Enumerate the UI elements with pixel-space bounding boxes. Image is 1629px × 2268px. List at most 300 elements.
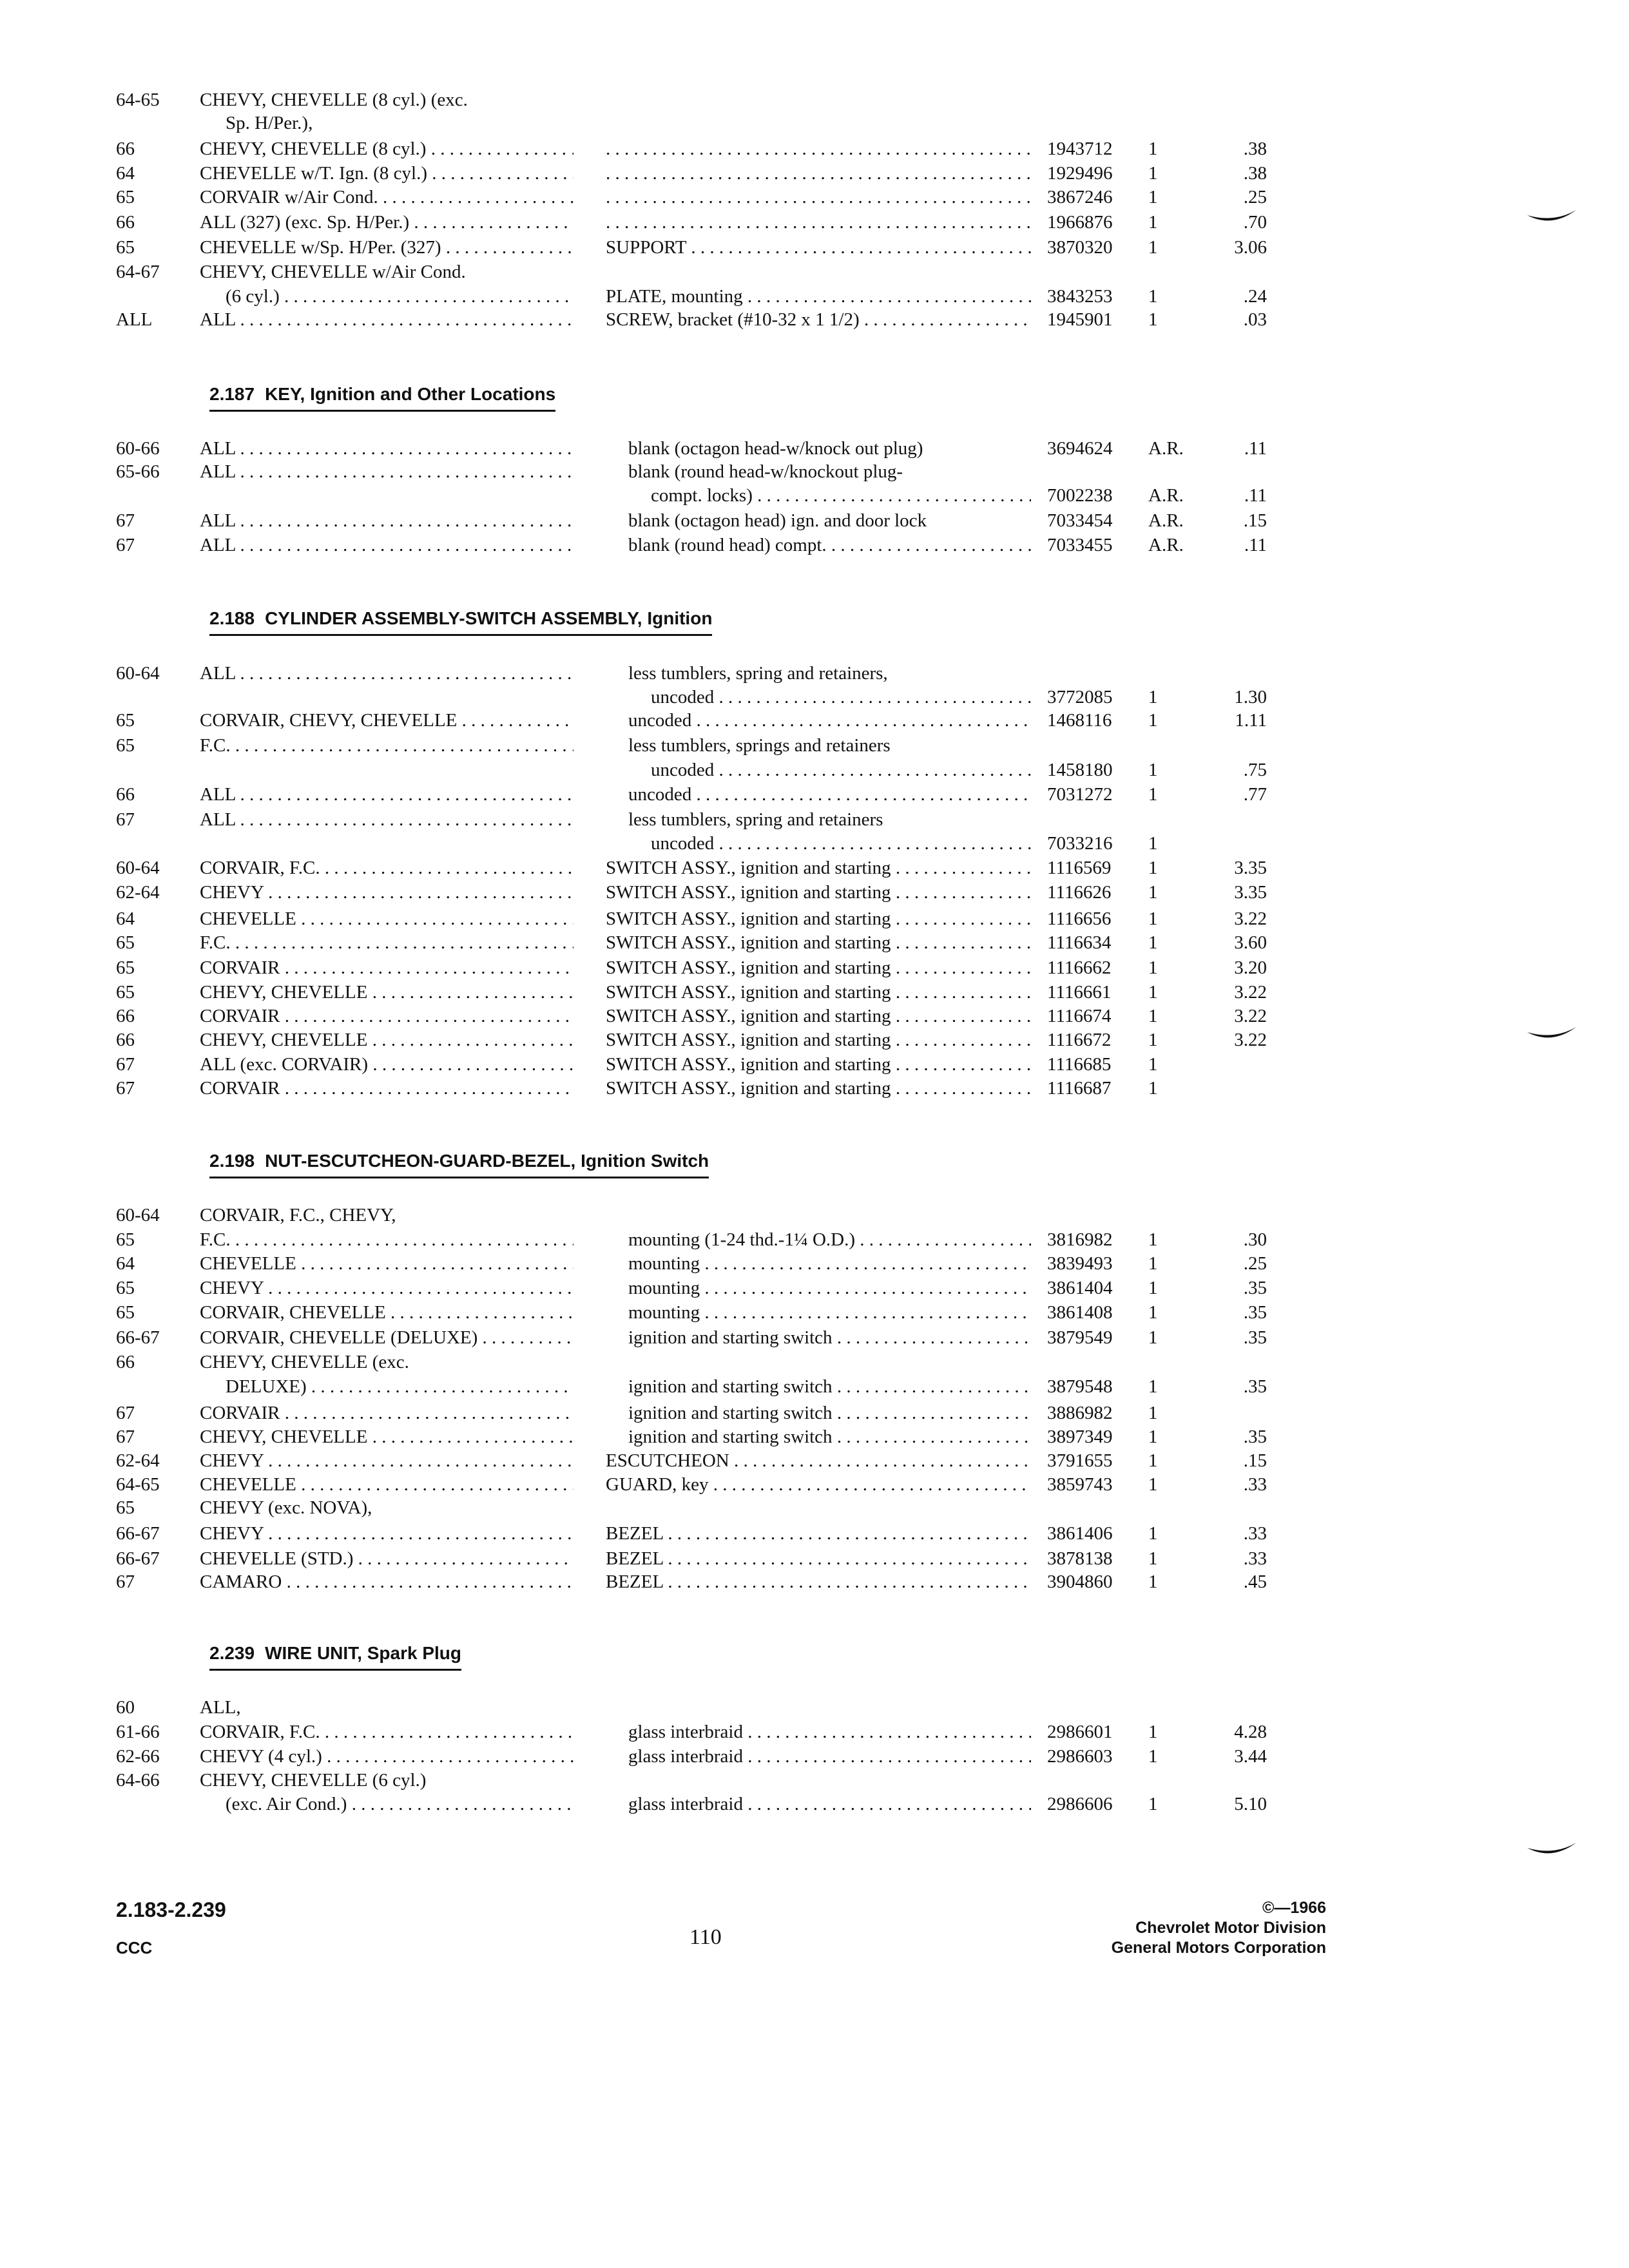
section-title: CYLINDER ASSEMBLY-SWITCH ASSEMBLY, Ignition: [265, 608, 713, 628]
table-row: [0, 906, 1629, 932]
desc-cell: uncoded . . .: [628, 782, 1031, 807]
part-number-cell: 1116634: [1047, 932, 1112, 953]
desc-cell: [606, 184, 1031, 210]
year-cell: 65: [116, 1229, 135, 1250]
page-range: 2.183-2.239: [116, 1898, 226, 1921]
qty-cell: 1: [1148, 1302, 1158, 1323]
desc-cell: glass interbraid . . .: [628, 1744, 1031, 1769]
price-cell: 3.22: [1234, 1006, 1267, 1026]
year-cell: 67: [116, 1078, 135, 1099]
year-cell: 65: [116, 982, 135, 1003]
corporation-line: General Motors Corporation: [1111, 1939, 1326, 1957]
price-cell: 3.35: [1234, 858, 1267, 878]
price-cell: 5.10: [1234, 1794, 1267, 1814]
desc-cell: SWITCH ASSY., ignition and starting . . .: [606, 1052, 1031, 1077]
qty-cell: 1: [1148, 833, 1158, 854]
model-cell: CHEVY, CHEVELLE w/Air Cond.: [200, 262, 466, 282]
qty-cell: 1: [1148, 1278, 1158, 1298]
year-cell: 64: [116, 1253, 135, 1274]
qty-cell: 1: [1148, 1030, 1158, 1050]
model-cell: ALL . . .: [200, 436, 574, 461]
model-cell: ALL (exc. CORVAIR) . . .: [200, 1052, 574, 1077]
qty-cell: 1: [1148, 1427, 1158, 1447]
table-row: [0, 1791, 1629, 1817]
part-number-cell: 7033216: [1047, 833, 1113, 854]
desc-cell: compt. locks) . . .: [651, 483, 1031, 508]
year-cell: 64: [116, 908, 135, 929]
table-row: [0, 307, 1629, 332]
desc-cell: SWITCH ASSY., ignition and starting . . .: [606, 955, 1031, 981]
binding-mark-icon: [1526, 207, 1577, 227]
year-cell: 65: [116, 1497, 135, 1518]
page-code: CCC: [116, 1938, 153, 1957]
table-row: [0, 1495, 1629, 1521]
part-number-cell: 1966876: [1047, 212, 1113, 233]
year-cell: 65: [116, 1278, 135, 1298]
price-cell: 3.60: [1234, 932, 1267, 953]
qty-cell: 1: [1148, 1327, 1158, 1348]
price-cell: 4.28: [1234, 1722, 1267, 1742]
price-cell: 1.11: [1235, 710, 1267, 731]
model-cell: F.C. . . .: [200, 930, 574, 956]
year-cell: 66: [116, 139, 135, 159]
desc-cell: blank (round head) compt. . . .: [628, 532, 1031, 558]
publisher-block: [1112, 1898, 1326, 1958]
year-cell: 67: [116, 510, 135, 531]
desc-cell: PLATE, mounting . . .: [606, 284, 1031, 309]
year-cell: 60-64: [116, 1205, 160, 1225]
binding-mark-icon: [1526, 1840, 1577, 1860]
desc-cell: mounting (1-24 thd.-1¼ O.D.) . . .: [628, 1227, 1031, 1253]
section-title: WIRE UNIT, Spark Plug: [265, 1643, 462, 1663]
price-cell: .35: [1243, 1302, 1267, 1323]
table-row: [0, 855, 1629, 881]
desc-cell: SWITCH ASSY., ignition and starting . . .: [606, 1027, 1031, 1053]
price-cell: .25: [1243, 1253, 1267, 1274]
qty-cell: 1: [1148, 908, 1158, 929]
desc-cell: uncoded . . .: [651, 757, 1031, 783]
section-heading-2-239: [209, 1640, 461, 1671]
table-row: [0, 1325, 1629, 1350]
model-cell: CHEVELLE w/T. Ign. (8 cyl.) . . .: [200, 160, 574, 186]
year-cell: 64-65: [116, 1474, 160, 1495]
model-cell: CORVAIR . . .: [200, 1400, 574, 1426]
table-row: [0, 660, 1629, 686]
model-cell: CHEVELLE w/Sp. H/Per. (327) . . .: [200, 235, 574, 260]
desc-cell: SUPPORT . . .: [606, 235, 1031, 260]
model-cell: CORVAIR . . .: [200, 1075, 574, 1101]
table-row: [0, 184, 1629, 210]
model-cell: ALL . . .: [200, 307, 574, 332]
desc-cell: GUARD, key . . .: [606, 1472, 1031, 1497]
model-cell: F.C. . . .: [200, 1227, 574, 1253]
year-cell: 67: [116, 1403, 135, 1423]
part-number-cell: 3897349: [1047, 1427, 1113, 1447]
qty-cell: A.R.: [1148, 438, 1184, 459]
table-row: [0, 1546, 1629, 1571]
table-row: [0, 284, 1629, 309]
part-number-cell: 7033455: [1047, 535, 1113, 555]
part-number-cell: 1116569: [1047, 858, 1112, 878]
part-number-cell: 3879549: [1047, 1327, 1113, 1348]
price-cell: .33: [1243, 1474, 1267, 1495]
year-cell: 65: [116, 187, 135, 207]
price-cell: .45: [1243, 1571, 1267, 1592]
year-cell: 65: [116, 957, 135, 978]
price-cell: .25: [1243, 187, 1267, 207]
part-number-cell: 1116661: [1047, 982, 1112, 1003]
part-number-cell: 3816982: [1047, 1229, 1113, 1250]
qty-cell: 1: [1148, 710, 1158, 731]
desc-cell: SWITCH ASSY., ignition and starting . . .: [606, 979, 1031, 1005]
table-row: [0, 1695, 1629, 1720]
desc-cell: less tumblers, springs and retainers: [628, 735, 891, 756]
part-number-cell: 3904860: [1047, 1571, 1113, 1592]
table-row: [0, 110, 1629, 136]
part-number-cell: 3694624: [1047, 438, 1113, 459]
desc-cell: SWITCH ASSY., ignition and starting . . .: [606, 855, 1031, 881]
table-row: [0, 1744, 1629, 1769]
page-number: 110: [689, 1925, 722, 1949]
qty-cell: 1: [1148, 784, 1158, 805]
qty-cell: 1: [1148, 1794, 1158, 1814]
model-cell: CORVAIR, F.C. . . .: [200, 1719, 574, 1745]
model-cell: DELUXE) . . .: [226, 1374, 574, 1399]
desc-cell: SWITCH ASSY., ignition and starting . . .: [606, 906, 1031, 932]
section-heading-2-188: [209, 606, 712, 636]
model-cell: CORVAIR, CHEVY, CHEVELLE . . .: [200, 707, 574, 733]
year-cell: 60-64: [116, 858, 160, 878]
price-cell: .11: [1244, 438, 1267, 459]
desc-cell: ESCUTCHEON . . .: [606, 1448, 1031, 1474]
year-cell: 66-67: [116, 1523, 160, 1544]
qty-cell: 1: [1148, 982, 1158, 1003]
price-cell: 3.35: [1234, 882, 1267, 903]
table-row: [0, 955, 1629, 981]
year-cell: 62-64: [116, 882, 160, 903]
qty-cell: 1: [1148, 1571, 1158, 1592]
desc-cell: ignition and starting switch . . .: [628, 1374, 1031, 1399]
table-row: [0, 879, 1629, 905]
model-cell: CHEVY (exc. NOVA),: [200, 1497, 372, 1518]
year-cell: 62-64: [116, 1450, 160, 1471]
year-cell: 65-66: [116, 461, 160, 482]
part-number-cell: 3861406: [1047, 1523, 1113, 1544]
part-number-cell: 3861404: [1047, 1278, 1113, 1298]
year-cell: 66: [116, 1352, 135, 1372]
part-number-cell: 3772085: [1047, 687, 1113, 707]
qty-cell: 1: [1148, 139, 1158, 159]
part-number-cell: 2986606: [1047, 1794, 1113, 1814]
desc-cell: SWITCH ASSY., ignition and starting . . .: [606, 879, 1031, 905]
model-cell: CORVAIR, CHEVELLE (DELUXE) . . .: [200, 1325, 574, 1350]
year-cell: 64-65: [116, 90, 160, 110]
desc-cell: less tumblers, spring and retainers: [628, 809, 883, 830]
price-cell: .33: [1243, 1523, 1267, 1544]
part-number-cell: 1116662: [1047, 957, 1112, 978]
part-number-cell: 3791655: [1047, 1450, 1113, 1471]
section-number: 2.188: [209, 608, 255, 628]
desc-cell: BEZEL . . .: [606, 1546, 1031, 1571]
year-cell: 66: [116, 784, 135, 805]
section-title: NUT-ESCUTCHEON-GUARD-BEZEL, Ignition Switch: [265, 1151, 709, 1171]
qty-cell: 1: [1148, 1229, 1158, 1250]
model-cell: CAMARO . . .: [200, 1569, 574, 1595]
desc-cell: ignition and starting switch . . .: [628, 1325, 1031, 1350]
part-number-cell: 3861408: [1047, 1302, 1113, 1323]
table-row: [0, 807, 1629, 832]
section-number: 2.198: [209, 1151, 255, 1171]
qty-cell: 1: [1148, 1722, 1158, 1742]
qty-cell: 1: [1148, 163, 1158, 184]
binding-mark-icon: [1526, 1024, 1577, 1044]
model-cell: ALL . . .: [200, 459, 574, 485]
desc-cell: glass interbraid . . .: [628, 1719, 1031, 1745]
year-cell: 66: [116, 212, 135, 233]
year-cell: 67: [116, 1571, 135, 1592]
price-cell: 3.22: [1234, 908, 1267, 929]
model-cell: CHEVY . . .: [200, 1448, 574, 1474]
table-row: [0, 831, 1629, 856]
table-row: [0, 1052, 1629, 1077]
qty-cell: 1: [1148, 1403, 1158, 1423]
part-number-cell: 3886982: [1047, 1403, 1113, 1423]
part-number-cell: 3843253: [1047, 286, 1113, 307]
table-row: [0, 160, 1629, 186]
table-row: [0, 707, 1629, 733]
model-cell: CHEVY . . .: [200, 1275, 574, 1301]
table-row: [0, 782, 1629, 807]
year-cell: 65: [116, 710, 135, 731]
year-cell: ALL: [116, 309, 153, 330]
desc-cell: [606, 160, 1031, 186]
qty-cell: 1: [1148, 309, 1158, 330]
table-row: [0, 532, 1629, 558]
part-number-cell: 7002238: [1047, 485, 1113, 506]
section-heading-2-198: [209, 1148, 709, 1178]
year-cell: 67: [116, 535, 135, 555]
year-cell: 66-67: [116, 1548, 160, 1569]
desc-cell: blank (round head-w/knockout plug-: [628, 461, 903, 482]
part-number-cell: 1116656: [1047, 908, 1112, 929]
table-row: [0, 483, 1629, 508]
qty-cell: 1: [1148, 286, 1158, 307]
copyright-line: ©—1966: [1262, 1899, 1326, 1917]
desc-cell: ignition and starting switch . . .: [628, 1400, 1031, 1426]
model-cell: ALL (327) (exc. Sp. H/Per.) . . .: [200, 209, 574, 235]
qty-cell: 1: [1148, 882, 1158, 903]
qty-cell: 1: [1148, 1450, 1158, 1471]
price-cell: .35: [1243, 1427, 1267, 1447]
model-cell: CHEVY . . .: [200, 879, 574, 905]
table-row: [0, 1251, 1629, 1276]
price-cell: .24: [1243, 286, 1267, 307]
desc-cell: SWITCH ASSY., ignition and starting . . .: [606, 930, 1031, 956]
table-row: [0, 757, 1629, 783]
qty-cell: 1: [1148, 1474, 1158, 1495]
desc-cell: SCREW, bracket (#10-32 x 1 1/2) . . .: [606, 307, 1031, 332]
price-cell: .35: [1243, 1278, 1267, 1298]
desc-cell: uncoded . . .: [651, 684, 1031, 710]
model-cell: ALL . . .: [200, 807, 574, 832]
table-row: [0, 1472, 1629, 1497]
part-number-cell: 3859743: [1047, 1474, 1113, 1495]
price-cell: .70: [1243, 212, 1267, 233]
table-row: [0, 1424, 1629, 1450]
desc-cell: ignition and starting switch . . .: [628, 1424, 1031, 1450]
table-row: [0, 1275, 1629, 1301]
table-row: [0, 930, 1629, 956]
price-cell: .38: [1243, 163, 1267, 184]
year-cell: 60-66: [116, 438, 160, 459]
qty-cell: 1: [1148, 1548, 1158, 1569]
model-cell: CORVAIR, CHEVELLE . . .: [200, 1300, 574, 1325]
table-row: [0, 1349, 1629, 1375]
table-row: [0, 136, 1629, 162]
model-cell: ALL,: [200, 1697, 241, 1718]
table-row: [0, 1448, 1629, 1474]
qty-cell: 1: [1148, 1746, 1158, 1767]
qty-cell: A.R.: [1148, 485, 1184, 506]
model-cell: CHEVY, CHEVELLE (8 cyl.) (exc.: [200, 90, 468, 110]
desc-cell: mounting . . .: [628, 1251, 1031, 1276]
price-cell: .35: [1243, 1376, 1267, 1397]
qty-cell: 1: [1148, 212, 1158, 233]
qty-cell: 1: [1148, 1376, 1158, 1397]
part-number-cell: 1943712: [1047, 139, 1113, 159]
model-cell: CHEVELLE . . .: [200, 1251, 574, 1276]
desc-cell: BEZEL . . .: [606, 1521, 1031, 1546]
year-cell: 66-67: [116, 1327, 160, 1348]
price-cell: 3.44: [1234, 1746, 1267, 1767]
qty-cell: 1: [1148, 687, 1158, 707]
table-row: [0, 1300, 1629, 1325]
year-cell: 61-66: [116, 1722, 160, 1742]
qty-cell: 1: [1148, 1078, 1158, 1099]
price-cell: .30: [1243, 1229, 1267, 1250]
model-cell: CORVAIR, F.C. . . .: [200, 855, 574, 881]
model-cell: CORVAIR . . .: [200, 955, 574, 981]
table-row: [0, 1719, 1629, 1745]
model-cell: CHEVELLE . . .: [200, 1472, 574, 1497]
price-cell: .77: [1243, 784, 1267, 805]
desc-cell: SWITCH ASSY., ignition and starting . . .: [606, 1003, 1031, 1029]
year-cell: 64-67: [116, 262, 160, 282]
model-cell: ALL . . .: [200, 508, 574, 533]
desc-cell: BEZEL . . .: [606, 1569, 1031, 1595]
year-cell: 66: [116, 1030, 135, 1050]
price-cell: .11: [1244, 485, 1267, 506]
desc-cell: glass interbraid . . .: [628, 1791, 1031, 1817]
table-row: [0, 1374, 1629, 1399]
qty-cell: 1: [1148, 1253, 1158, 1274]
qty-cell: 1: [1148, 1523, 1158, 1544]
desc-cell: [606, 209, 1031, 235]
model-cell: F.C. . . .: [200, 733, 574, 758]
model-cell: CHEVELLE (STD.) . . .: [200, 1546, 574, 1571]
model-cell: CHEVY, CHEVELLE . . .: [200, 1027, 574, 1053]
model-cell: (6 cyl.) . . .: [226, 284, 574, 309]
year-cell: 66: [116, 1006, 135, 1026]
table-row: [0, 209, 1629, 235]
qty-cell: 1: [1148, 237, 1158, 258]
section-heading-2-187: [209, 381, 555, 412]
model-cell: CHEVELLE . . .: [200, 906, 574, 932]
year-cell: 67: [116, 1427, 135, 1447]
part-number-cell: 1116672: [1047, 1030, 1112, 1050]
model-cell: CHEVY, CHEVELLE . . .: [200, 1424, 574, 1450]
model-cell: CHEVY (4 cyl.) . . .: [200, 1744, 574, 1769]
year-cell: 67: [116, 1054, 135, 1075]
model-cell: CORVAIR . . .: [200, 1003, 574, 1029]
table-row: [0, 235, 1629, 260]
year-cell: 65: [116, 735, 135, 756]
section-title: KEY, Ignition and Other Locations: [265, 384, 556, 404]
part-number-cell: 1458180: [1047, 760, 1113, 780]
model-cell: CHEVY . . .: [200, 1521, 574, 1546]
qty-cell: 1: [1148, 957, 1158, 978]
year-cell: 65: [116, 237, 135, 258]
division-line: Chevrolet Motor Division: [1135, 1919, 1326, 1937]
price-cell: .11: [1244, 535, 1267, 555]
model-cell: Sp. H/Per.),: [226, 113, 313, 133]
table-row: [0, 1521, 1629, 1546]
year-cell: 65: [116, 1302, 135, 1323]
desc-cell: uncoded . . .: [651, 831, 1031, 856]
price-cell: 3.22: [1234, 982, 1267, 1003]
price-cell: .75: [1243, 760, 1267, 780]
price-cell: 3.06: [1234, 237, 1267, 258]
price-cell: .03: [1243, 309, 1267, 330]
part-number-cell: 1116626: [1047, 882, 1112, 903]
desc-cell: uncoded . . .: [628, 707, 1031, 733]
table-row: [0, 1227, 1629, 1253]
desc-cell: mounting . . .: [628, 1300, 1031, 1325]
model-cell: ALL . . .: [200, 782, 574, 807]
desc-cell: blank (octagon head-w/knock out plug): [628, 438, 923, 459]
model-cell: CHEVY, CHEVELLE (6 cyl.): [200, 1770, 427, 1791]
qty-cell: 1: [1148, 932, 1158, 953]
model-cell: (exc. Air Cond.) . . .: [226, 1791, 574, 1817]
price-cell: .38: [1243, 139, 1267, 159]
qty-cell: A.R.: [1148, 510, 1184, 531]
year-cell: 64: [116, 163, 135, 184]
year-cell: 65: [116, 932, 135, 953]
desc-cell: less tumblers, spring and retainers,: [628, 663, 888, 684]
table-row: [0, 259, 1629, 285]
qty-cell: 1: [1148, 760, 1158, 780]
table-row: [0, 733, 1629, 758]
part-number-cell: 2986603: [1047, 1746, 1113, 1767]
price-cell: 1.30: [1234, 687, 1267, 707]
year-cell: 60: [116, 1697, 135, 1718]
section-number: 2.187: [209, 384, 255, 404]
qty-cell: 1: [1148, 1054, 1158, 1075]
part-number-cell: 1116685: [1047, 1054, 1112, 1075]
section-number: 2.239: [209, 1643, 255, 1663]
table-row: [0, 1003, 1629, 1029]
part-number-cell: 7033454: [1047, 510, 1113, 531]
model-cell: CHEVY, CHEVELLE (exc.: [200, 1352, 409, 1372]
desc-cell: blank (octagon head) ign. and door lock: [628, 510, 927, 531]
part-number-cell: 1468116: [1047, 710, 1112, 731]
model-cell: CORVAIR w/Air Cond. . . .: [200, 184, 574, 210]
part-number-cell: 3839493: [1047, 1253, 1113, 1274]
price-cell: .33: [1243, 1548, 1267, 1569]
table-row: [0, 508, 1629, 533]
table-row: [0, 459, 1629, 485]
table-row: [0, 1202, 1629, 1228]
